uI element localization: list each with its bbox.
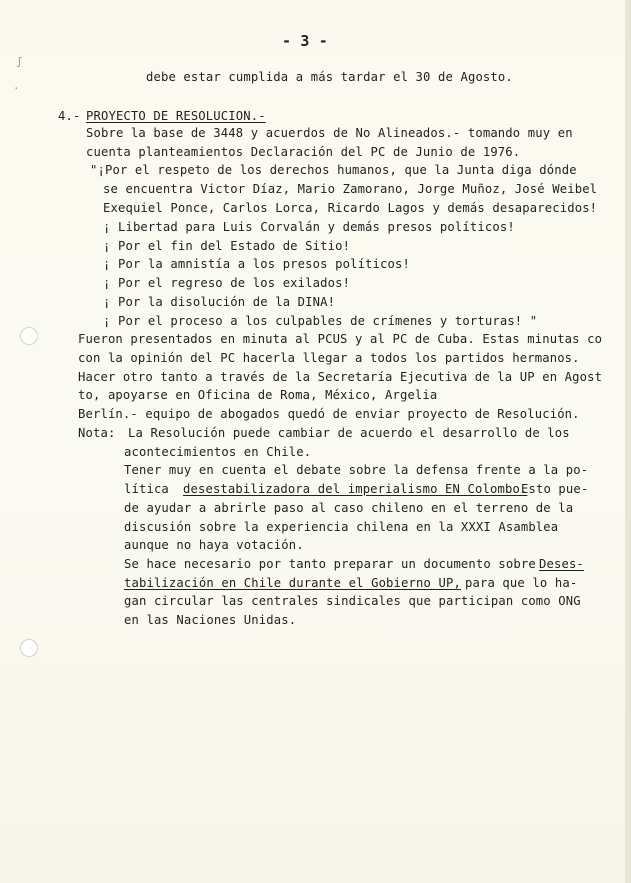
text-line: Esto pue- <box>521 482 589 496</box>
page-number: - 3 - <box>282 32 328 50</box>
punch-hole-bottom <box>20 639 38 657</box>
text-line: Fueron presentados en minuta al PCUS y al PC de Cuba. Estas minutas co <box>78 332 603 346</box>
text-line: to, apoyarse en Oficina de Roma, México, Argelia <box>78 388 438 402</box>
underlined-phrase: Deses- <box>539 557 584 571</box>
text-line: Se hace necesario por tanto preparar un documento sobre <box>124 557 536 571</box>
text-line: en las Naciones Unidas. <box>124 613 297 627</box>
text-line: para que lo ha- <box>465 576 578 590</box>
text-line: Hacer otro tanto a través de la Secretaría Ejecutiva de la UP en Agost <box>78 370 603 384</box>
text-line: se encuentra Victor Díaz, Mario Zamorano, Jorge Muñoz, José Weibel <box>103 182 598 196</box>
text-line: Berlín.- equipo de abogados quedó de enviar proyecto de Resolución. <box>78 407 580 421</box>
slogan-line: ¡ Por la amnistía a los presos políticos! <box>103 257 410 271</box>
text-line: gan circular las centrales sindicales que participan como ONG <box>124 594 581 608</box>
text-line: Sobre la base de 3448 y acuerdos de No Alineados.- tomando muy en <box>86 126 573 140</box>
note-label: Nota: <box>78 426 116 440</box>
text-line: acontecimientos en Chile. <box>124 445 312 459</box>
text-line: cuenta planteamientos Declaración del PC de Junio de 1976. <box>86 145 521 159</box>
text-line: lítica <box>124 482 169 496</box>
slogan-line: ¡ Por el regreso de los exilados! <box>103 276 351 290</box>
slogan-line: ¡ Libertad para Luis Corvalán y demás presos políticos! <box>103 220 515 234</box>
text-line: de ayudar a abrirle paso al caso chileno en el terreno de la <box>124 501 574 515</box>
punch-hole-top <box>20 327 38 345</box>
text-line: debe estar cumplida a más tardar el 30 de Agosto. <box>146 70 513 84</box>
slogan-line: ¡ Por el proceso a los culpables de crímenes y torturas! " <box>103 314 538 328</box>
underlined-phrase: tabilización en Chile durante el Gobierno UP, <box>124 576 461 590</box>
page-edge-shadow <box>625 0 631 883</box>
text-line: Exequiel Ponce, Carlos Lorca, Ricardo Lagos y demás desaparecidos! <box>103 201 598 215</box>
text-line: La Resolución puede cambiar de acuerdo el desarrollo de los <box>128 426 570 440</box>
section-number: 4.- <box>58 109 81 123</box>
slogan-line: ¡ Por el fin del Estado de Sitio! <box>103 239 351 253</box>
text-line: con la opinión del PC hacerla llegar a todos los partidos hermanos. <box>78 351 580 365</box>
section-heading: PROYECTO DE RESOLUCION.- <box>86 109 266 123</box>
underlined-phrase: desestabilizadora del imperialismo EN Colombo. <box>183 482 528 496</box>
slogan-line: ¡ Por la disolución de la DINA! <box>103 295 336 309</box>
margin-pencil-mark: ʃ <box>16 55 23 68</box>
text-line: "¡Por el respeto de los derechos humanos, que la Junta diga dónde <box>90 163 577 177</box>
text-line: Tener muy en cuenta el debate sobre la defensa frente a la po- <box>124 463 589 477</box>
margin-pencil-mark: · <box>13 82 20 95</box>
text-line: aunque no haya votación. <box>124 538 304 552</box>
text-line: discusión sobre la experiencia chilena en la XXXI Asamblea <box>124 520 559 534</box>
